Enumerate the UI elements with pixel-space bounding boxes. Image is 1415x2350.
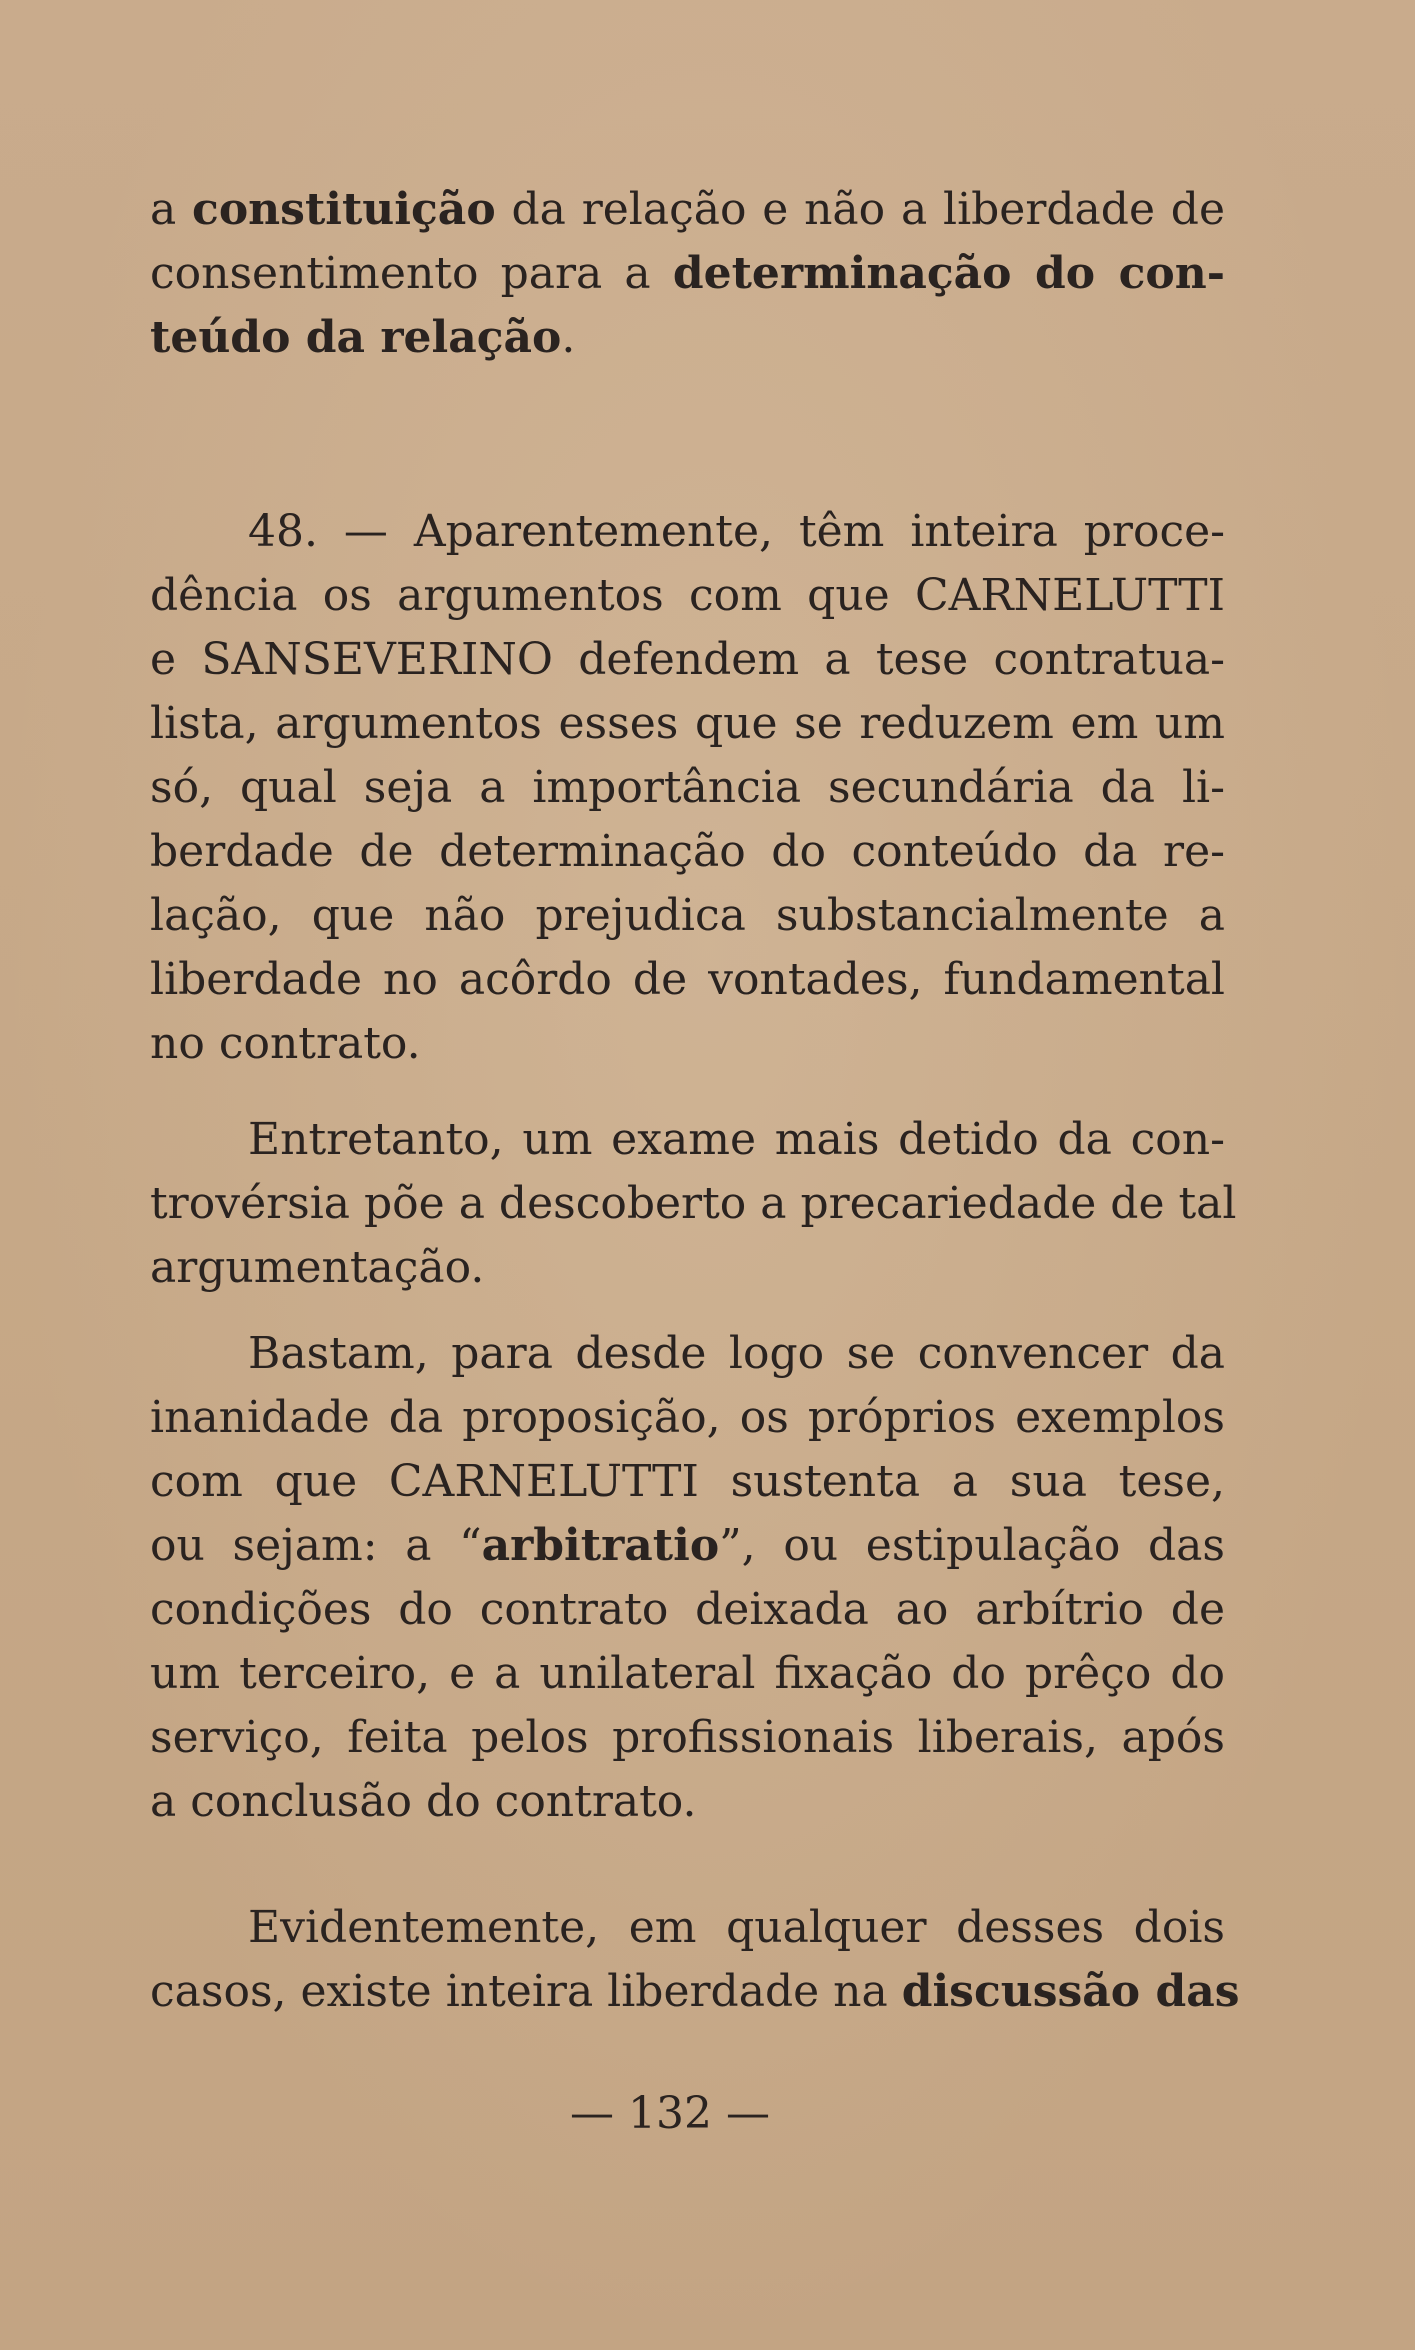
text-line: e SANSEVERINO defendem a tese contratua- <box>150 634 1225 685</box>
section-48-heading-line: 48. — Aparentemente, têm inteira proce- <box>248 506 1225 557</box>
text-line: argumentação. <box>150 1242 485 1293</box>
text-line: só, qual seja a importância secundária da li- <box>150 762 1225 813</box>
text-line: Entretanto, um exame mais detido da con- <box>248 1114 1225 1165</box>
text-line: teúdo da relação. <box>150 312 576 363</box>
text-line: com que CARNELUTTI sustenta a sua tese, <box>150 1456 1225 1507</box>
page-number: — 132 — <box>570 2088 770 2139</box>
text-line: um terceiro, e a unilateral fixação do prêço do <box>150 1648 1225 1699</box>
text-line: a conclusão do contrato. <box>150 1776 697 1827</box>
text-line: berdade de determinação do conteúdo da re- <box>150 826 1225 877</box>
text-line: dência os argumentos com que CARNELUTTI <box>150 570 1225 621</box>
text-line: a constituição da relação e não a liberdade de <box>150 184 1225 235</box>
text-line: casos, existe inteira liberdade na discussão das <box>150 1966 1240 2017</box>
text-line: lação, que não prejudica substancialmente a <box>150 890 1225 941</box>
text-line: Evidentemente, em qualquer desses dois <box>248 1902 1225 1953</box>
text-line: lista, argumentos esses que se reduzem em um <box>150 698 1225 749</box>
text-line: liberdade no acôrdo de vontades, fundamental <box>150 954 1225 1005</box>
text-line: condições do contrato deixada ao arbítrio de <box>150 1584 1225 1635</box>
text-line: consentimento para a determinação do con- <box>150 248 1225 299</box>
text-line: Bastam, para desde logo se convencer da <box>248 1328 1225 1379</box>
text-line: serviço, feita pelos profissionais liberais, após <box>150 1712 1225 1763</box>
text-line: no contrato. <box>150 1018 421 1069</box>
text-line: trovérsia põe a descoberto a precariedade de tal <box>150 1178 1237 1229</box>
text-line: ou sejam: a “arbitratio”, ou estipulação das <box>150 1520 1225 1571</box>
text-line: inanidade da proposição, os próprios exemplos <box>150 1392 1225 1443</box>
